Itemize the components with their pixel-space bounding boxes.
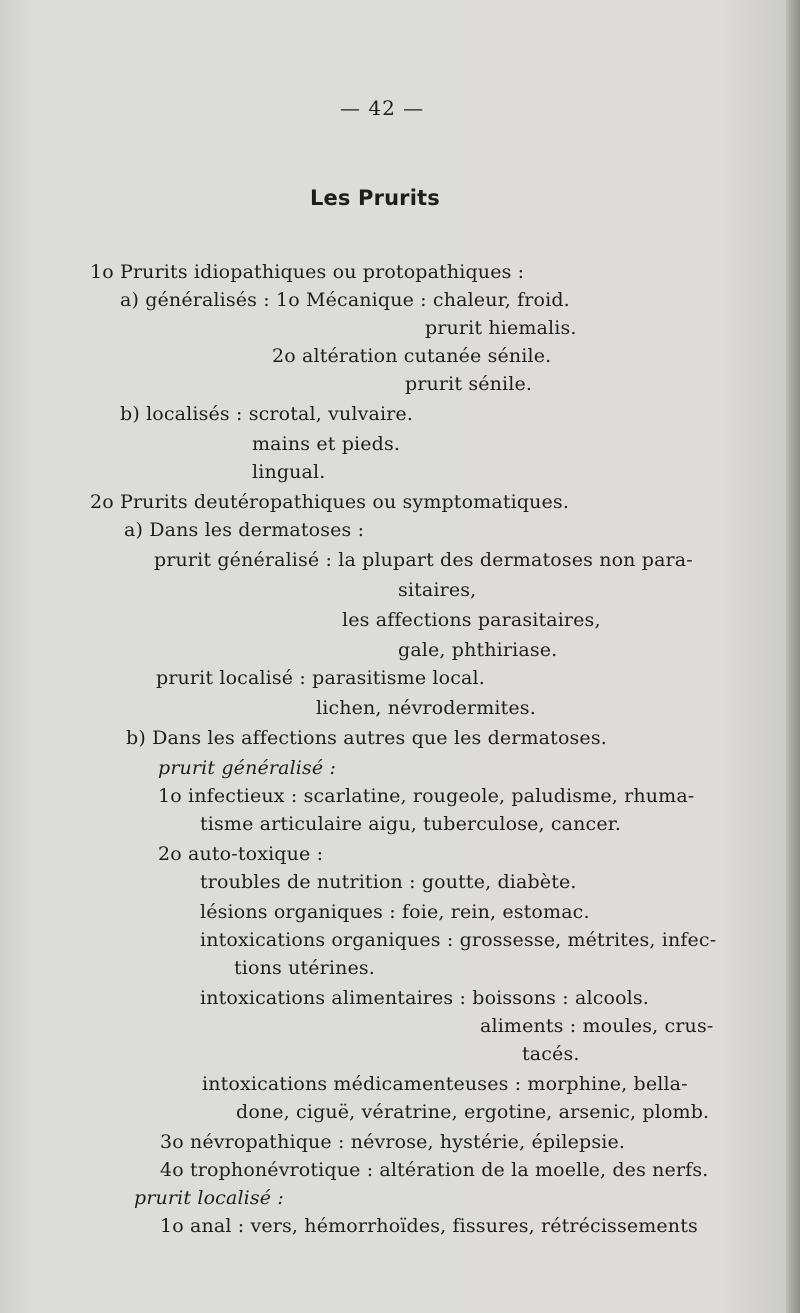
text-line: intoxications alimentaires : boissons : alcools. xyxy=(200,987,649,1009)
text-line: 4o trophonévrotique : altération de la moelle, des nerfs. xyxy=(160,1159,709,1181)
text-line: prurit généralisé : la plupart des dermatoses non para- xyxy=(154,549,693,571)
text-line: 2o auto-toxique : xyxy=(158,843,324,865)
text-line: prurit localisé : parasitisme local. xyxy=(156,667,485,689)
page-edge-shadow xyxy=(786,0,800,1313)
text-line: les affections parasitaires, xyxy=(342,609,601,631)
text-line: a) généralisés : 1o Mécanique : chaleur, froid. xyxy=(120,289,570,311)
text-line: intoxications médicamenteuses : morphine, bella- xyxy=(202,1073,688,1095)
text-line: mains et pieds. xyxy=(252,433,401,455)
text-line: 2o altération cutanée sénile. xyxy=(272,345,552,367)
text-line: prurit localisé : xyxy=(134,1187,284,1209)
text-line: lésions organiques : foie, rein, estomac. xyxy=(200,901,590,923)
text-line: aliments : moules, crus- xyxy=(480,1015,714,1037)
text-line: troubles de nutrition : goutte, diabète. xyxy=(200,871,577,893)
text-line: tisme articulaire aigu, tuberculose, cancer. xyxy=(200,813,622,835)
text-line: 1o Prurits idiopathiques ou protopathiques : xyxy=(90,261,525,283)
text-line: gale, phthiriase. xyxy=(398,639,558,661)
text-line: b) localisés : scrotal, vulvaire. xyxy=(120,403,414,425)
text-line: 3o névropathique : névrose, hystérie, épilepsie. xyxy=(160,1131,626,1153)
text-line: intoxications organiques : grossesse, métrites, infec- xyxy=(200,929,717,951)
text-line: 1o infectieux : scarlatine, rougeole, paludisme, rhuma- xyxy=(158,785,695,807)
text-line: tacés. xyxy=(522,1043,580,1065)
text-line: 1o anal : vers, hémorrhoïdes, fissures, rétrécissements xyxy=(160,1215,698,1237)
text-line: done, ciguë, vératrine, ergotine, arsenic, plomb. xyxy=(236,1101,710,1123)
text-line: prurit hiemalis. xyxy=(425,317,577,339)
text-line: prurit généralisé : xyxy=(158,757,337,779)
text-line: lingual. xyxy=(252,461,326,483)
text-line: sitaires, xyxy=(398,579,477,601)
section-heading: Les Prurits xyxy=(310,186,440,210)
page-number: — 42 — xyxy=(340,96,425,120)
text-line: prurit sénile. xyxy=(405,373,533,395)
text-line: tions utérines. xyxy=(234,957,375,979)
text-line: b) Dans les affections autres que les dermatoses. xyxy=(126,727,607,749)
text-line: 2o Prurits deutéropathiques ou symptomatiques. xyxy=(90,491,570,513)
text-line: a) Dans les dermatoses : xyxy=(124,519,365,541)
text-line: lichen, névrodermites. xyxy=(316,697,536,719)
